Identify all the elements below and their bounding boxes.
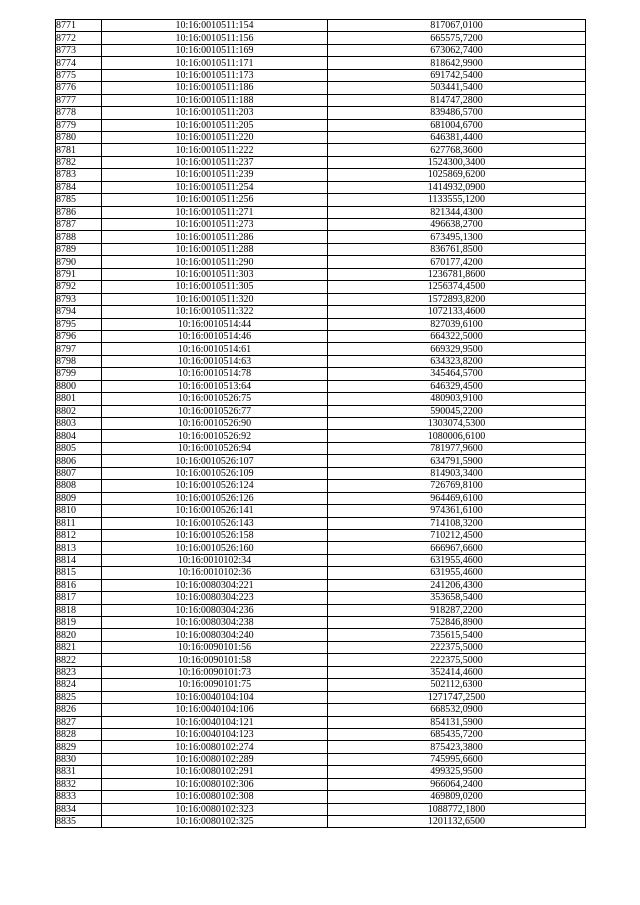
row-number-cell: 8804 [56,430,102,442]
row-number-cell: 8799 [56,368,102,380]
row-number-cell: 8774 [56,57,102,69]
table-row [56,741,586,753]
table-row [56,380,586,392]
row-number-cell: 8829 [56,741,102,753]
cadastral-value-cell: 821344,4300 [328,206,586,218]
cadastral-value-cell: 503441,5400 [328,82,586,94]
cadastral-value-cell: 1133555,1200 [328,194,586,206]
cadastral-number-cell: 10:16:0010511:188 [102,94,328,106]
row-number-cell: 8828 [56,728,102,740]
cadastral-value-cell: 1236781,8600 [328,268,586,280]
row-number-cell: 8775 [56,69,102,81]
row-number-cell: 8773 [56,44,102,56]
cadastral-number-cell: 10:16:0010511:303 [102,268,328,280]
table-row [56,517,586,529]
cadastral-value-cell: 735615,5400 [328,629,586,641]
cadastral-number-cell: 10:16:0080304:221 [102,579,328,591]
cadastral-number-cell: 10:16:0010511:169 [102,44,328,56]
cadastral-number-cell: 10:16:0010511:173 [102,69,328,81]
table-row [56,430,586,442]
cadastral-value-cell: 966064,2400 [328,778,586,790]
cadastral-value-cell: 714108,3200 [328,517,586,529]
cadastral-value-cell: 1072133,4600 [328,306,586,318]
cadastral-number-cell: 10:16:0010511:290 [102,256,328,268]
table-row [56,318,586,330]
cadastral-value-cell: 726769,8100 [328,480,586,492]
table-row [56,567,586,579]
table-row [56,94,586,106]
cadastral-number-cell: 10:16:0010511:286 [102,231,328,243]
cadastral-number-cell: 10:16:0080102:325 [102,816,328,828]
cadastral-value-cell: 1524300,3400 [328,156,586,168]
cadastral-number-cell: 10:16:0010511:205 [102,119,328,131]
row-number-cell: 8789 [56,243,102,255]
cadastral-value-cell: 691742,5400 [328,69,586,81]
table-row [56,691,586,703]
cadastral-value-cell: 1201132,6500 [328,816,586,828]
row-number-cell: 8808 [56,480,102,492]
table-row [56,529,586,541]
cadastral-value-cell: 818642,9900 [328,57,586,69]
row-number-cell: 8832 [56,778,102,790]
row-number-cell: 8787 [56,219,102,231]
cadastral-number-cell: 10:16:0080102:306 [102,778,328,790]
table-row [56,791,586,803]
cadastral-value-cell: 685435,7200 [328,728,586,740]
row-number-cell: 8778 [56,107,102,119]
cadastral-number-cell: 10:16:0090101:73 [102,666,328,678]
table-row [56,256,586,268]
table-row [56,107,586,119]
cadastral-value-cell: 673062,7400 [328,44,586,56]
cadastral-value-cell: 499325,9500 [328,766,586,778]
table-row [56,405,586,417]
cadastral-value-cell: 345464,5700 [328,368,586,380]
cadastral-number-cell: 10:16:0010511:186 [102,82,328,94]
cadastral-value-cell: 241206,4300 [328,579,586,591]
row-number-cell: 8794 [56,306,102,318]
cadastral-value-cell: 631955,4600 [328,567,586,579]
row-number-cell: 8782 [56,156,102,168]
cadastral-value-cell: 974361,6100 [328,505,586,517]
cadastral-value-cell: 627768,3600 [328,144,586,156]
cadastral-number-cell: 10:16:0010511:171 [102,57,328,69]
table-row [56,554,586,566]
cadastral-number-cell: 10:16:0010526:109 [102,467,328,479]
cadastral-value-cell: 1025869,6200 [328,169,586,181]
row-number-cell: 8779 [56,119,102,131]
table-row [56,579,586,591]
row-number-cell: 8784 [56,181,102,193]
table-row [56,803,586,815]
row-number-cell: 8807 [56,467,102,479]
row-number-cell: 8816 [56,579,102,591]
row-number-cell: 8790 [56,256,102,268]
cadastral-number-cell: 10:16:0010511:222 [102,144,328,156]
table-row [56,119,586,131]
row-number-cell: 8812 [56,529,102,541]
row-number-cell: 8815 [56,567,102,579]
row-number-cell: 8783 [56,169,102,181]
row-number-cell: 8780 [56,131,102,143]
table-row [56,219,586,231]
cadastral-value-cell: 964469,6100 [328,492,586,504]
cadastral-value-cell: 781977,9600 [328,442,586,454]
cadastral-number-cell: 10:16:0010511:288 [102,243,328,255]
cadastral-number-cell: 10:16:0010511:256 [102,194,328,206]
table-row [56,592,586,604]
table-row [56,492,586,504]
cadastral-value-cell: 814903,3400 [328,467,586,479]
table-row [56,181,586,193]
cadastral-value-cell: 752846,8900 [328,617,586,629]
cadastral-value-cell: 745995,6600 [328,753,586,765]
cadastral-number-cell: 10:16:0010514:78 [102,368,328,380]
cadastral-number-cell: 10:16:0080102:291 [102,766,328,778]
cadastral-value-cell: 646381,4400 [328,131,586,143]
cadastral-value-cell: 222375,5000 [328,654,586,666]
cadastral-number-cell: 10:16:0040104:106 [102,704,328,716]
cadastral-number-cell: 10:16:0010514:44 [102,318,328,330]
cadastral-value-table [55,19,586,828]
table-row [56,480,586,492]
table-row [56,617,586,629]
cadastral-value-cell: 664322,5000 [328,330,586,342]
row-number-cell: 8785 [56,194,102,206]
table-row [56,57,586,69]
table-row [56,243,586,255]
table-row [56,778,586,790]
table-row [56,306,586,318]
cadastral-value-cell: 590045,2200 [328,405,586,417]
row-number-cell: 8810 [56,505,102,517]
table-row [56,679,586,691]
row-number-cell: 8802 [56,405,102,417]
cadastral-value-cell: 681004,6700 [328,119,586,131]
table-row [56,442,586,454]
cadastral-number-cell: 10:16:0010511:305 [102,281,328,293]
cadastral-number-cell: 10:16:0010511:220 [102,131,328,143]
table-row [56,44,586,56]
cadastral-value-cell: 634791,5900 [328,455,586,467]
cadastral-number-cell: 10:16:0080102:274 [102,741,328,753]
row-number-cell: 8817 [56,592,102,604]
row-number-cell: 8827 [56,716,102,728]
table-row [56,716,586,728]
row-number-cell: 8826 [56,704,102,716]
row-number-cell: 8818 [56,604,102,616]
cadastral-number-cell: 10:16:0010511:237 [102,156,328,168]
row-number-cell: 8795 [56,318,102,330]
row-number-cell: 8835 [56,816,102,828]
table-row [56,32,586,44]
cadastral-value-cell: 1414932,0900 [328,181,586,193]
cadastral-number-cell: 10:16:0010511:273 [102,219,328,231]
table-row [56,393,586,405]
table-row [56,704,586,716]
cadastral-number-cell: 10:16:0010102:34 [102,554,328,566]
table-row [56,467,586,479]
cadastral-value-cell: 670177,4200 [328,256,586,268]
cadastral-value-cell: 631955,4600 [328,554,586,566]
cadastral-number-cell: 10:16:0040104:104 [102,691,328,703]
cadastral-number-cell: 10:16:0010526:158 [102,529,328,541]
cadastral-value-cell: 352414,4600 [328,666,586,678]
table-row [56,281,586,293]
cadastral-value-cell: 469809,0200 [328,791,586,803]
row-number-cell: 8776 [56,82,102,94]
row-number-cell: 8772 [56,32,102,44]
row-number-cell: 8796 [56,330,102,342]
cadastral-number-cell: 10:16:0010511:320 [102,293,328,305]
cadastral-value-cell: 634323,8200 [328,355,586,367]
cadastral-number-cell: 10:16:0010526:77 [102,405,328,417]
table-row [56,542,586,554]
row-number-cell: 8771 [56,20,102,32]
cadastral-number-cell: 10:16:0010526:107 [102,455,328,467]
cadastral-value-cell: 222375,5000 [328,641,586,653]
cadastral-number-cell: 10:16:0010511:254 [102,181,328,193]
cadastral-value-cell: 1271747,2500 [328,691,586,703]
cadastral-value-cell: 502112,6300 [328,679,586,691]
table-row [56,355,586,367]
cadastral-value-cell: 1088772,1800 [328,803,586,815]
cadastral-number-cell: 10:16:0080102:323 [102,803,328,815]
row-number-cell: 8800 [56,380,102,392]
cadastral-value-cell: 918287,2200 [328,604,586,616]
table-row [56,455,586,467]
cadastral-value-cell: 836761,8500 [328,243,586,255]
row-number-cell: 8798 [56,355,102,367]
row-number-cell: 8819 [56,617,102,629]
row-number-cell: 8806 [56,455,102,467]
table-row [56,69,586,81]
table-row [56,629,586,641]
row-number-cell: 8814 [56,554,102,566]
table-body [56,20,586,828]
row-number-cell: 8824 [56,679,102,691]
row-number-cell: 8820 [56,629,102,641]
table-row [56,131,586,143]
row-number-cell: 8801 [56,393,102,405]
row-number-cell: 8803 [56,418,102,430]
cadastral-value-cell: 814747,2800 [328,94,586,106]
cadastral-value-cell: 646329,4500 [328,380,586,392]
cadastral-number-cell: 10:16:0010514:63 [102,355,328,367]
row-number-cell: 8809 [56,492,102,504]
cadastral-value-cell: 1572893,8200 [328,293,586,305]
table-row [56,144,586,156]
cadastral-value-cell: 673495,1300 [328,231,586,243]
row-number-cell: 8786 [56,206,102,218]
cadastral-number-cell: 10:16:0010526:126 [102,492,328,504]
cadastral-number-cell: 10:16:0010102:36 [102,567,328,579]
cadastral-value-cell: 839486,5700 [328,107,586,119]
table-row [56,330,586,342]
cadastral-number-cell: 10:16:0040104:121 [102,716,328,728]
row-number-cell: 8830 [56,753,102,765]
cadastral-value-cell: 1303074,5300 [328,418,586,430]
cadastral-number-cell: 10:16:0010526:143 [102,517,328,529]
cadastral-value-cell: 854131,5900 [328,716,586,728]
row-number-cell: 8788 [56,231,102,243]
table-row [56,194,586,206]
cadastral-number-cell: 10:16:0090101:75 [102,679,328,691]
table-row [56,816,586,828]
cadastral-number-cell: 10:16:0010526:160 [102,542,328,554]
cadastral-number-cell: 10:16:0010511:154 [102,20,328,32]
cadastral-value-cell: 827039,6100 [328,318,586,330]
table-row [56,206,586,218]
row-number-cell: 8797 [56,343,102,355]
table-row [56,343,586,355]
cadastral-number-cell: 10:16:0010511:156 [102,32,328,44]
cadastral-value-cell: 875423,3800 [328,741,586,753]
cadastral-number-cell: 10:16:0080102:308 [102,791,328,803]
cadastral-number-cell: 10:16:0080304:240 [102,629,328,641]
row-number-cell: 8825 [56,691,102,703]
row-number-cell: 8777 [56,94,102,106]
row-number-cell: 8813 [56,542,102,554]
cadastral-value-cell: 353658,5400 [328,592,586,604]
table-row [56,666,586,678]
row-number-cell: 8821 [56,641,102,653]
table-row [56,231,586,243]
row-number-cell: 8791 [56,268,102,280]
cadastral-number-cell: 10:16:0010526:94 [102,442,328,454]
row-number-cell: 8793 [56,293,102,305]
row-number-cell: 8831 [56,766,102,778]
table-row [56,20,586,32]
cadastral-number-cell: 10:16:0080304:236 [102,604,328,616]
cadastral-value-cell: 817067,0100 [328,20,586,32]
cadastral-number-cell: 10:16:0010526:90 [102,418,328,430]
table-row [56,169,586,181]
cadastral-number-cell: 10:16:0080304:223 [102,592,328,604]
cadastral-number-cell: 10:16:0010513:64 [102,380,328,392]
cadastral-number-cell: 10:16:0010526:141 [102,505,328,517]
row-number-cell: 8781 [56,144,102,156]
row-number-cell: 8833 [56,791,102,803]
cadastral-number-cell: 10:16:0010526:92 [102,430,328,442]
table-row [56,505,586,517]
table-row [56,604,586,616]
cadastral-number-cell: 10:16:0080304:238 [102,617,328,629]
cadastral-number-cell: 10:16:0010526:75 [102,393,328,405]
cadastral-number-cell: 10:16:0080102:289 [102,753,328,765]
table-row [56,654,586,666]
cadastral-number-cell: 10:16:0010511:239 [102,169,328,181]
cadastral-value-cell: 669329,9500 [328,343,586,355]
row-number-cell: 8811 [56,517,102,529]
cadastral-value-cell: 480903,9100 [328,393,586,405]
cadastral-number-cell: 10:16:0040104:123 [102,728,328,740]
table-row [56,293,586,305]
table-row [56,753,586,765]
cadastral-value-cell: 668532,0900 [328,704,586,716]
table-row [56,766,586,778]
cadastral-number-cell: 10:16:0090101:56 [102,641,328,653]
row-number-cell: 8792 [56,281,102,293]
cadastral-number-cell: 10:16:0010511:322 [102,306,328,318]
cadastral-value-cell: 666967,6600 [328,542,586,554]
cadastral-number-cell: 10:16:0090101:58 [102,654,328,666]
table-row [56,82,586,94]
cadastral-value-cell: 710212,4500 [328,529,586,541]
table-row [56,368,586,380]
cadastral-number-cell: 10:16:0010511:271 [102,206,328,218]
row-number-cell: 8823 [56,666,102,678]
cadastral-number-cell: 10:16:0010511:203 [102,107,328,119]
cadastral-number-cell: 10:16:0010514:61 [102,343,328,355]
cadastral-value-cell: 1080006,6100 [328,430,586,442]
row-number-cell: 8805 [56,442,102,454]
table-row [56,418,586,430]
cadastral-value-cell: 496638,2700 [328,219,586,231]
row-number-cell: 8834 [56,803,102,815]
table-row [56,268,586,280]
table-row [56,156,586,168]
cadastral-value-cell: 1256374,4500 [328,281,586,293]
table-row [56,728,586,740]
cadastral-number-cell: 10:16:0010514:46 [102,330,328,342]
table-row [56,641,586,653]
row-number-cell: 8822 [56,654,102,666]
cadastral-value-cell: 665575,7200 [328,32,586,44]
cadastral-number-cell: 10:16:0010526:124 [102,480,328,492]
